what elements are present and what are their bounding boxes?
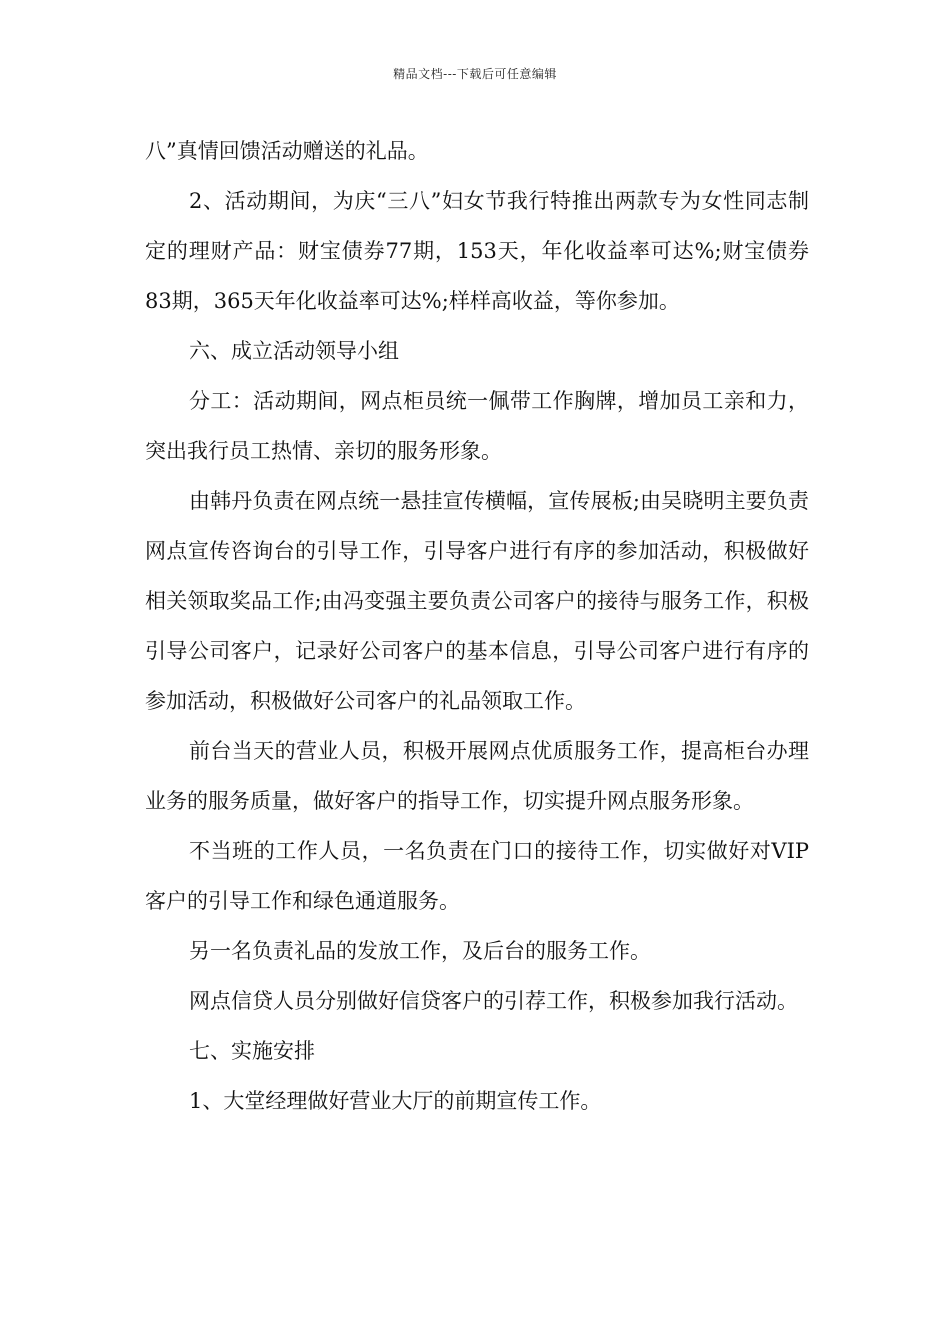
- paragraph: 不当班的工作人员，一名负责在门口的接待工作，切实做好对VIP客户的引导工作和绿色通道服务。: [145, 839, 809, 913]
- paragraph: 八”真情回馈活动赠送的礼品。: [145, 139, 429, 163]
- paragraph: 另一名负责礼品的发放工作，及后台的服务工作。: [189, 939, 651, 963]
- paragraph: 前台当天的营业人员，积极开展网点优质服务工作，提高柜台办理业务的服务质量，做好客户的指导工作，切实提升网点服务形象。: [145, 739, 809, 813]
- paragraph: 分工：活动期间，网点柜员统一佩带工作胸牌，增加员工亲和力，突出我行员工热情、亲切的服务形象。: [145, 389, 809, 463]
- section-heading: 七、实施安排: [189, 1039, 315, 1063]
- paragraph: 由韩丹负责在网点统一悬挂宣传横幅，宣传展板;由吴晓明主要负责网点宣传咨询台的引导工作，引导客户进行有序的参加活动，积极做好相关领取奖品工作;由冯变强主要负责公司客户的接待与服务工作，积极引导公司客户，记录好公司客户的基本信息，引导公司客户进行有序的参加活动，积极做好公司客户的礼品领取工作。: [145, 489, 809, 713]
- section-heading: 六、成立活动领导小组: [189, 339, 399, 363]
- paragraph: 2、活动期间，为庆“三八”妇女节我行特推出两款专为女性同志制定的理财产品：财宝债券77期，153天，年化收益率可达%;财宝债券83期，365天年化收益率可达%;样样高收益，等你参加。: [145, 189, 809, 313]
- page-header: 精品文档---下载后可任意编辑: [393, 67, 557, 81]
- paragraph: 1、大堂经理做好营业大厅的前期宣传工作。: [189, 1089, 602, 1113]
- paragraph: 网点信贷人员分别做好信贷客户的引荐工作，积极参加我行活动。: [189, 989, 798, 1013]
- document-body: [145, 126, 809, 1126]
